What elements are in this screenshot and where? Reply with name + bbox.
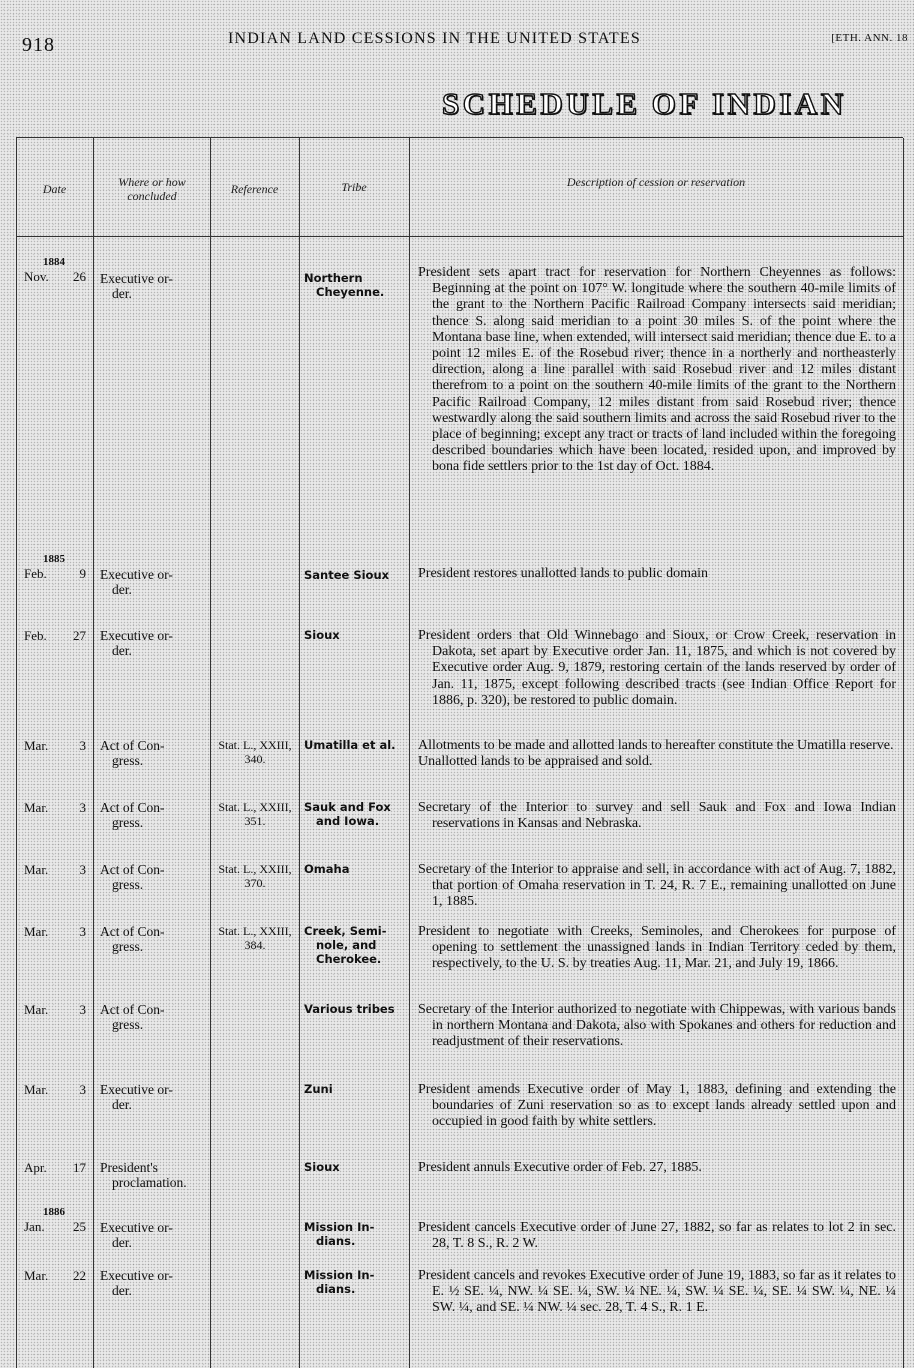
column-rule-4	[409, 138, 410, 1368]
row-date: Mar. 22	[24, 1268, 86, 1283]
page-number: 918	[22, 34, 55, 56]
row-tribe: Umatilla et al.	[304, 738, 396, 752]
column-rule-1	[93, 138, 94, 1368]
row-tribe: Sauk and Fox and Iowa.	[304, 800, 391, 828]
row-description: President to negotiate with Creeks, Seminoles, and Cherokees for purpose of opening to settlement the unassigned lands in Indian Territory ceded by them, respectively, to the U. S. by treaties Aug. 11, Mar. 21, and July 19, 1866.	[418, 924, 896, 972]
row-date: Mar. 3	[24, 738, 86, 753]
column-rule-right	[903, 138, 904, 1368]
row-concluded: Executive or- der.	[100, 1082, 173, 1112]
column-rule-2	[210, 138, 211, 1368]
row-date: 1886 Jan. 25	[24, 1206, 86, 1234]
row-date: Mar. 3	[24, 862, 86, 877]
row-concluded: Act of Con- gress.	[100, 1002, 165, 1032]
column-header-reference: Reference	[230, 182, 279, 196]
column-header-tribe: Tribe	[341, 180, 367, 194]
row-reference: Stat. L., XXIII, 351.	[218, 800, 292, 828]
row-date: Mar. 3	[24, 1002, 86, 1017]
row-description: Secretary of the Interior authorized to negotiate with Chippewas, with various bands in northern Montana and Dakota, also with Spokanes and others for reduction and readjustment of their reservations.	[418, 1002, 896, 1050]
row-concluded: President's proclamation.	[100, 1160, 187, 1190]
row-tribe: Creek, Semi- nole, and Cherokee.	[304, 924, 387, 966]
row-description: Allotments to be made and allotted lands to hereafter constitute the Umatilla reserve. Unallotted lands to be appraised and sold.	[418, 738, 894, 770]
row-tribe: Mission In- dians.	[304, 1220, 375, 1248]
row-date: 1884 Nov. 26	[24, 256, 86, 284]
row-date: Mar. 3	[24, 1082, 86, 1097]
schedule-title: SCHEDULE OF INDIAN	[442, 86, 847, 121]
running-reference: [ETH. ANN. 18	[831, 32, 908, 44]
row-date: Feb. 27	[24, 628, 86, 643]
row-description: President cancels Executive order of June 27, 1882, so far as relates to lot 2 in sec. 28, T. 8 S., R. 2 W.	[418, 1220, 896, 1252]
row-tribe: Santee Sioux	[304, 568, 390, 582]
row-tribe: Zuni	[304, 1082, 333, 1096]
row-tribe: Various tribes	[304, 1002, 395, 1016]
column-rule-left	[16, 138, 17, 1368]
running-title: INDIAN LAND CESSIONS IN THE UNITED STATES	[228, 30, 641, 47]
column-header-description: Description of cession or reservation	[566, 175, 746, 189]
row-concluded: Act of Con- gress.	[100, 862, 165, 892]
row-reference: Stat. L., XXIII, 384.	[218, 924, 292, 952]
row-reference: Stat. L., XXIII, 340.	[218, 738, 292, 766]
row-concluded: Executive or- der.	[100, 1268, 173, 1298]
row-reference: Stat. L., XXIII, 370.	[218, 862, 292, 890]
header-bottom-rule	[16, 236, 903, 237]
row-concluded: Executive or- der.	[100, 271, 173, 301]
row-concluded: Executive or- der.	[100, 1220, 173, 1250]
row-description: Secretary of the Interior to appraise and sell, in accordance with act of Aug. 7, 1882, that portion of Omaha reservation in T. 24, R. 7 E., remaining unallotted on June 1, 1885.	[418, 862, 896, 910]
row-concluded: Executive or- der.	[100, 567, 173, 597]
row-description: President cancels and revokes Executive order of June 19, 1883, so far as it relates to E. ½ SE. ¼, NW. ¼ SE. ¼, SW. ¼ NE. ¼, SW. ¼ SE. ¼, SE. ¼ SW. ¼, NE. ¼ SW. ¼, and SE. ¼ NW. ¼ sec. 28, T. 4 S., R. 1 E.	[418, 1268, 896, 1316]
row-description: President restores unallotted lands to public domain	[418, 566, 709, 581]
row-description: President amends Executive order of May 1, 1883, defining and extending the boundaries of Zuni reservation so as to except lands already settled upon and occupied in good faith by white settlers.	[418, 1082, 896, 1130]
column-rule-3	[299, 138, 300, 1368]
row-concluded: Act of Con- gress.	[100, 738, 165, 768]
row-concluded: Executive or- der.	[100, 628, 173, 658]
row-concluded: Act of Con- gress.	[100, 800, 165, 830]
row-date: 1885 Feb. 9	[24, 553, 86, 581]
row-tribe: Sioux	[304, 1160, 340, 1174]
row-description: Secretary of the Interior to survey and sell Sauk and Fox and Iowa Indian reservations in Kansas and Nebraska.	[418, 800, 896, 832]
row-date: Apr. 17	[24, 1160, 86, 1175]
row-description: President orders that Old Winnebago and Sioux, or Crow Creek, reservation in Dakota, set apart by Executive order Jan. 11, 1875, and which is not covered by Executive order Aug. 9, 1879, restoring certain of the lands reserved by order of Jan. 11, 1875, except following described tracts (see Indian Office Report for 1886, p. 320), be restored to public domain.	[418, 628, 896, 708]
row-date: Mar. 3	[24, 800, 86, 815]
row-description: President annuls Executive order of Feb. 27, 1885.	[418, 1160, 702, 1175]
row-date: Mar. 3	[24, 924, 86, 939]
column-header-date: Date	[42, 182, 67, 196]
row-tribe: Northern Cheyenne.	[304, 271, 385, 299]
row-concluded: Act of Con- gress.	[100, 924, 165, 954]
row-tribe: Sioux	[304, 628, 340, 642]
row-description: President sets apart tract for reservation for Northern Cheyennes as follows: Beginning at the point on 107° W. longitude where the southern 40-mile limits of the grant to the Northern Pacific Railroad Company intersects said meridian; thence S. along said meridian to a point 30 miles S. of the point where the Montana base line, when extended, will intersect said meridian; thence due E. to a point 12 miles E. of the Rosebud river; thence in a northerly and northeasterly direction, along a line parallel with said Rosebud river and 12 miles distant therefrom to a point on the southern 40-mile limits of the grant to the Northern Pacific Railroad Company, 12 miles distant from said Rosebud river; thence westwardly along the said southern limits and across the said Rosebud river to the place of beginning; except any tract or tracts of land included within the foregoing described boundaries which have been located, resided upon, and improved by bona fide settlers prior to the 1st day of Oct. 1884.	[418, 265, 896, 475]
column-header-concluded: Where or how concluded	[118, 175, 186, 203]
row-tribe: Omaha	[304, 862, 350, 876]
row-tribe: Mission In- dians.	[304, 1268, 375, 1296]
running-header	[0, 30, 914, 54]
table-top-rule	[16, 137, 903, 138]
